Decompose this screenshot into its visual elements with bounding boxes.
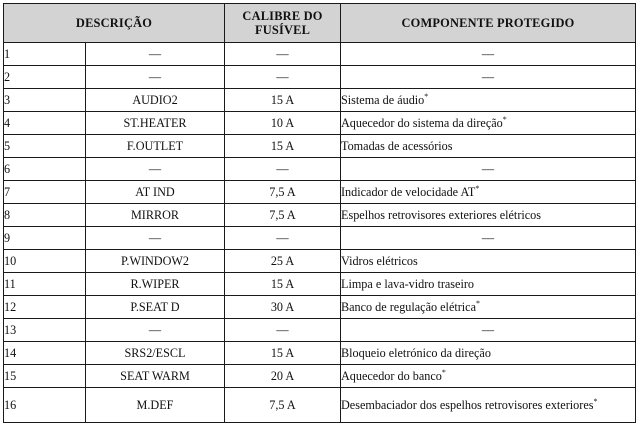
fuse-description-text: — bbox=[148, 47, 162, 61]
fuse-number bbox=[4, 388, 86, 423]
protected-component bbox=[341, 319, 636, 342]
protected-component-text: Tomadas de acessórios bbox=[341, 139, 453, 153]
fuse-rating-text: 15 A bbox=[270, 277, 295, 291]
fuse-number-text: 7 bbox=[4, 185, 11, 199]
fuse-description bbox=[86, 273, 225, 296]
fuse-rating bbox=[225, 273, 341, 296]
header-row bbox=[4, 4, 636, 43]
fuse-number-text: 13 bbox=[4, 323, 17, 337]
table-row bbox=[4, 204, 636, 227]
protected-component bbox=[341, 342, 636, 365]
fuse-description-text: P.WINDOW2 bbox=[120, 254, 190, 268]
fuse-description bbox=[86, 204, 225, 227]
fuse-description bbox=[86, 342, 225, 365]
protected-component-text: Desembaciador dos espelhos retrovisores exteriores bbox=[341, 398, 594, 412]
protected-component-text: Espelhos retrovisores exteriores elétricos bbox=[341, 208, 542, 222]
footnote-asterisk: * bbox=[476, 298, 480, 308]
fuse-rating bbox=[225, 319, 341, 342]
table-row bbox=[4, 365, 636, 388]
fuse-rating-text: 7,5 A bbox=[269, 208, 296, 222]
fuse-number bbox=[4, 43, 86, 66]
protected-component bbox=[341, 250, 636, 273]
protected-component-text: — bbox=[481, 162, 495, 176]
fuse-description bbox=[86, 388, 225, 423]
fuse-rating-text: 15 A bbox=[270, 93, 295, 107]
header-description-label: DESCRIÇÃO bbox=[75, 16, 153, 30]
fuse-number bbox=[4, 227, 86, 250]
fuse-description-text: M.DEF bbox=[136, 398, 174, 412]
fuse-number bbox=[4, 250, 86, 273]
fuse-number bbox=[4, 273, 86, 296]
table-row bbox=[4, 250, 636, 273]
fuse-number-text: 9 bbox=[4, 231, 11, 245]
fuse-number-text: 15 bbox=[4, 369, 17, 383]
fuse-rating bbox=[225, 296, 341, 319]
fuse-number-text: 14 bbox=[4, 346, 17, 360]
fuse-description-text: P.SEAT D bbox=[130, 300, 180, 314]
fuse-rating bbox=[225, 342, 341, 365]
protected-component bbox=[341, 181, 636, 204]
fuse-rating bbox=[225, 388, 341, 423]
protected-component bbox=[341, 135, 636, 158]
protected-component-text: Vidros elétricos bbox=[341, 254, 418, 268]
fuse-number bbox=[4, 89, 86, 112]
fuse-rating bbox=[225, 204, 341, 227]
fuse-rating-text: 7,5 A bbox=[269, 398, 296, 412]
fuse-rating-text: 7,5 A bbox=[269, 185, 296, 199]
protected-component-text: Banco de regulação elétrica bbox=[341, 300, 476, 314]
protected-component bbox=[341, 296, 636, 319]
table-row bbox=[4, 342, 636, 365]
table-row bbox=[4, 181, 636, 204]
footnote-asterisk: * bbox=[475, 183, 480, 193]
fuse-number-text: 10 bbox=[4, 254, 17, 268]
fuse-description bbox=[86, 43, 225, 66]
fuse-number bbox=[4, 135, 86, 158]
table-row bbox=[4, 66, 636, 89]
fuse-table-container bbox=[3, 3, 635, 423]
fuse-description-text: — bbox=[148, 162, 162, 176]
fuse-rating bbox=[225, 66, 341, 89]
fuse-description-text: AUDIO2 bbox=[132, 93, 178, 107]
fuse-number-text: 8 bbox=[4, 208, 11, 222]
fuse-description bbox=[86, 89, 225, 112]
table-row bbox=[4, 43, 636, 66]
fuse-rating bbox=[225, 181, 341, 204]
fuse-description-text: ST.HEATER bbox=[123, 116, 187, 130]
protected-component bbox=[341, 388, 636, 423]
fuse-rating bbox=[225, 250, 341, 273]
protected-component-text: Limpa e lava-vidro traseiro bbox=[341, 277, 474, 291]
table-row bbox=[4, 135, 636, 158]
fuse-rating-text: — bbox=[276, 47, 289, 61]
fuse-rating bbox=[225, 135, 341, 158]
fuse-description-text: MIRROR bbox=[130, 208, 180, 222]
fuse-number bbox=[4, 342, 86, 365]
fuse-number bbox=[4, 319, 86, 342]
header-rating-line1: CALIBRE DO bbox=[242, 9, 323, 23]
protected-component-text: — bbox=[481, 47, 495, 61]
fuse-description bbox=[86, 66, 225, 89]
fuse-description bbox=[86, 365, 225, 388]
fuse-number-text: 5 bbox=[4, 139, 11, 153]
header-rating-line2: FUSÍVEL bbox=[254, 23, 311, 37]
fuse-number-text: 4 bbox=[4, 116, 11, 130]
fuse-description bbox=[86, 135, 225, 158]
table-row bbox=[4, 89, 636, 112]
fuse-description bbox=[86, 158, 225, 181]
fuse-number-text: 12 bbox=[4, 300, 17, 314]
fuse-description-text: — bbox=[148, 70, 162, 84]
fuse-description-text: SRS2/ESCL bbox=[124, 346, 186, 360]
fuse-rating bbox=[225, 43, 341, 66]
fuse-number bbox=[4, 365, 86, 388]
fuse-number-text: 11 bbox=[4, 277, 16, 291]
table-row bbox=[4, 296, 636, 319]
table-row bbox=[4, 319, 636, 342]
fuse-description-text: AT IND bbox=[135, 185, 175, 199]
protected-component-text: Bloqueio eletrónico da direção bbox=[341, 346, 491, 360]
fuse-number bbox=[4, 296, 86, 319]
table-row bbox=[4, 388, 636, 423]
protected-component-text: Aquecedor do sistema da direção bbox=[341, 116, 503, 130]
fuse-rating-text: 15 A bbox=[270, 139, 295, 153]
fuse-number bbox=[4, 204, 86, 227]
fuse-number-text: 2 bbox=[4, 70, 11, 84]
header-component-label: COMPONENTE PROTEGIDO bbox=[401, 16, 575, 30]
fuse-number bbox=[4, 158, 86, 181]
protected-component-text: Sistema de áudio bbox=[341, 93, 425, 107]
protected-component-text: — bbox=[481, 231, 495, 245]
fuse-rating bbox=[225, 89, 341, 112]
table-row bbox=[4, 227, 636, 250]
protected-component bbox=[341, 158, 636, 181]
fuse-description bbox=[86, 319, 225, 342]
protected-component bbox=[341, 227, 636, 250]
fuse-table bbox=[3, 3, 636, 423]
fuse-number-text: 3 bbox=[4, 93, 11, 107]
fuse-rating-text: — bbox=[276, 323, 289, 337]
fuse-rating-text: 20 A bbox=[270, 369, 295, 383]
fuse-description bbox=[86, 296, 225, 319]
fuse-description-text: — bbox=[148, 323, 162, 337]
fuse-description bbox=[86, 250, 225, 273]
footnote-asterisk: * bbox=[441, 367, 446, 377]
footnote-asterisk: * bbox=[424, 91, 429, 101]
header-description bbox=[4, 4, 225, 43]
fuse-number bbox=[4, 181, 86, 204]
fuse-rating bbox=[225, 227, 341, 250]
fuse-description-text: R.WIPER bbox=[130, 277, 180, 291]
protected-component bbox=[341, 365, 636, 388]
protected-component bbox=[341, 112, 636, 135]
fuse-description-text: F.OUTLET bbox=[126, 139, 184, 153]
protected-component bbox=[341, 66, 636, 89]
fuse-rating-text: 30 A bbox=[270, 300, 295, 314]
footnote-asterisk: * bbox=[593, 396, 598, 406]
fuse-number-text: 6 bbox=[4, 162, 11, 176]
protected-component bbox=[341, 43, 636, 66]
fuse-rows bbox=[4, 43, 636, 423]
table-row bbox=[4, 112, 636, 135]
footnote-asterisk: * bbox=[502, 114, 507, 124]
fuse-rating-text: — bbox=[276, 231, 289, 245]
fuse-rating bbox=[225, 112, 341, 135]
protected-component-text: Aquecedor do banco bbox=[341, 369, 442, 383]
fuse-rating-text: — bbox=[276, 70, 289, 84]
fuse-number bbox=[4, 66, 86, 89]
fuse-number-text: 1 bbox=[4, 47, 11, 61]
fuse-rating-text: — bbox=[276, 162, 289, 176]
protected-component bbox=[341, 273, 636, 296]
fuse-description-text: — bbox=[148, 231, 162, 245]
protected-component-text: — bbox=[481, 323, 495, 337]
fuse-number-text: 16 bbox=[4, 398, 17, 412]
table-row bbox=[4, 158, 636, 181]
fuse-rating bbox=[225, 158, 341, 181]
fuse-number bbox=[4, 112, 86, 135]
fuse-rating-text: 10 A bbox=[270, 116, 295, 130]
fuse-rating-text: 25 A bbox=[270, 254, 295, 268]
protected-component bbox=[341, 89, 636, 112]
table-row bbox=[4, 273, 636, 296]
protected-component-text: — bbox=[481, 70, 495, 84]
fuse-description bbox=[86, 227, 225, 250]
protected-component bbox=[341, 204, 636, 227]
fuse-rating-text: 15 A bbox=[270, 346, 295, 360]
fuse-description bbox=[86, 181, 225, 204]
fuse-description bbox=[86, 112, 225, 135]
protected-component-text: Indicador de velocidade AT bbox=[341, 185, 476, 199]
fuse-description-text: SEAT WARM bbox=[120, 369, 190, 383]
fuse-rating bbox=[225, 365, 341, 388]
header-fuse-rating bbox=[225, 4, 341, 43]
header-protected-component bbox=[341, 4, 636, 43]
